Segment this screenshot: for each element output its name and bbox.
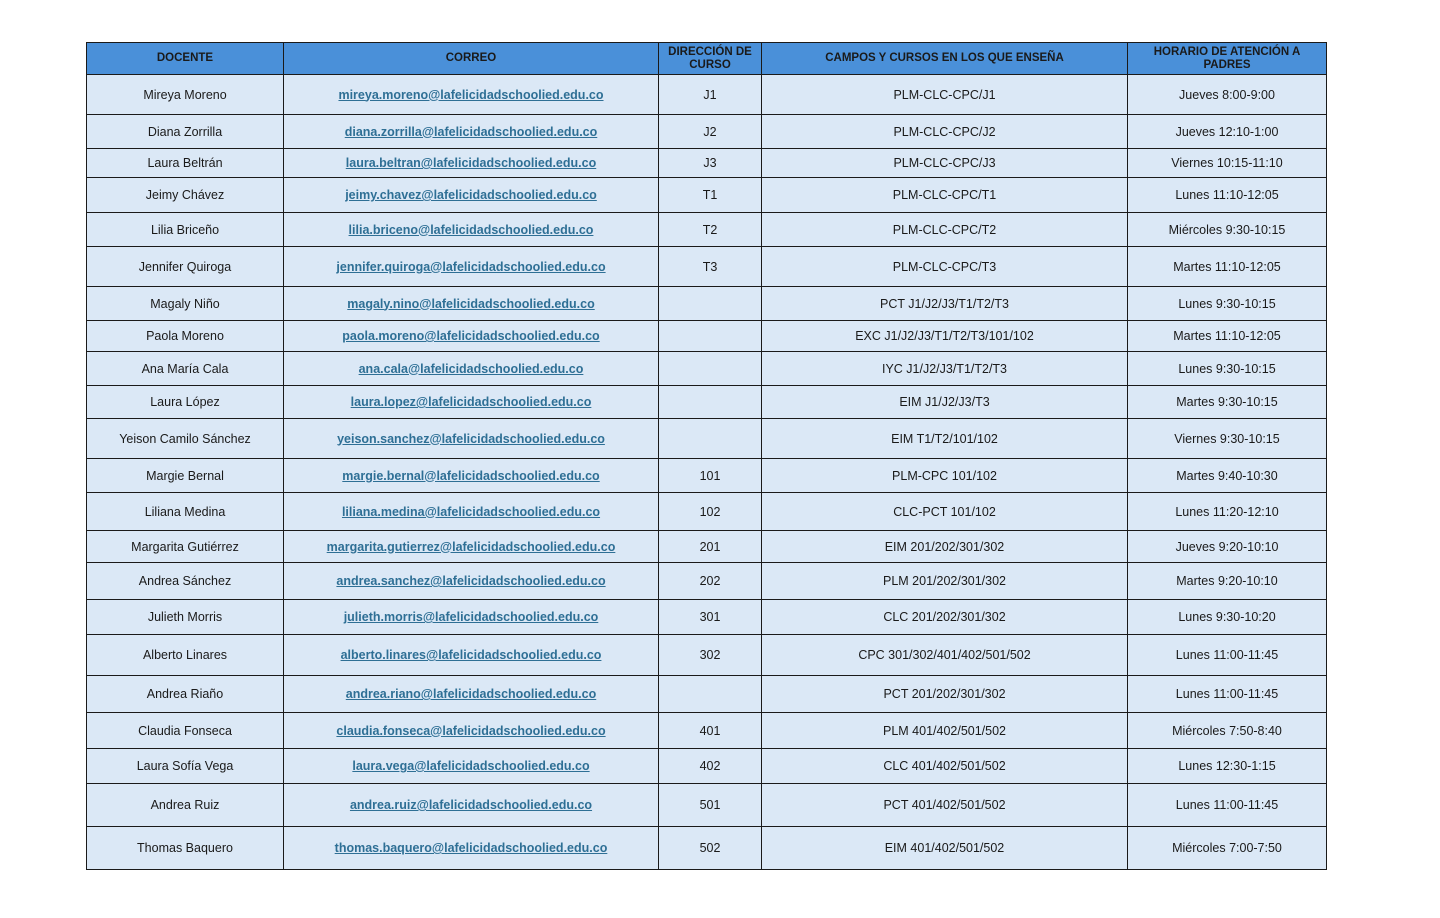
table-row [87,213,1327,247]
cell-campos-cursos: CLC 401/402/501/502 [762,749,1128,784]
table-row [87,75,1327,115]
table-row [87,321,1327,352]
cell-direccion-curso: 501 [659,784,762,827]
cell-direccion-curso: J3 [659,149,762,178]
cell-docente: Andrea Riaño [87,676,284,713]
cell-docente: Andrea Ruiz [87,784,284,827]
table-row [87,352,1327,386]
cell-campos-cursos: EXC J1/J2/J3/T1/T2/T3/101/102 [762,321,1128,352]
cell-docente: Margarita Gutiérrez [87,531,284,563]
cell-docente: Margie Bernal [87,459,284,493]
cell-docente: Jeimy Chávez [87,178,284,213]
cell-docente: Claudia Fonseca [87,713,284,749]
cell-horario: Viernes 10:15-11:10 [1128,149,1327,178]
cell-docente: Jennifer Quiroga [87,247,284,287]
email-link[interactable]: andrea.riano@lafelicidadschoolied.edu.co [345,687,597,701]
table-row [87,386,1327,419]
cell-horario: Lunes 11:00-11:45 [1128,635,1327,676]
cell-horario: Jueves 12:10-1:00 [1128,115,1327,149]
header-horario-atencion: HORARIO DE ATENCIÓN A PADRES [1128,43,1327,75]
cell-direccion-curso: T1 [659,178,762,213]
cell-direccion-curso [659,419,762,459]
cell-correo [284,287,659,321]
email-link[interactable]: alberto.linares@lafelicidadschoolied.edu.co [340,648,602,662]
cell-campos-cursos: PLM-CLC-CPC/T3 [762,247,1128,287]
cell-horario: Lunes 11:00-11:45 [1128,784,1327,827]
cell-direccion-curso: 102 [659,493,762,531]
cell-horario: Miércoles 7:00-7:50 [1128,827,1327,870]
email-link[interactable]: yeison.sanchez@lafelicidadschoolied.edu.co [337,431,605,446]
cell-docente: Thomas Baquero [87,827,284,870]
email-link[interactable]: paola.moreno@lafelicidadschoolied.edu.co [342,329,600,343]
cell-campos-cursos: PLM-CPC 101/102 [762,459,1128,493]
table-row [87,115,1327,149]
cell-correo [284,784,659,827]
header-direccion-curso: DIRECCIÓN DE CURSO [659,43,762,75]
cell-direccion-curso [659,676,762,713]
table-row [87,419,1327,459]
cell-horario: Lunes 11:00-11:45 [1128,676,1327,713]
email-link[interactable]: jennifer.quiroga@lafelicidadschoolied.edu.co [336,259,606,274]
table-row [87,635,1327,676]
cell-direccion-curso: T3 [659,247,762,287]
cell-horario: Martes 9:40-10:30 [1128,459,1327,493]
cell-direccion-curso: J2 [659,115,762,149]
cell-docente: Laura Beltrán [87,149,284,178]
cell-docente: Paola Moreno [87,321,284,352]
cell-docente: Alberto Linares [87,635,284,676]
cell-campos-cursos: PLM-CLC-CPC/J1 [762,75,1128,115]
cell-correo [284,676,659,713]
email-link[interactable]: andrea.sanchez@lafelicidadschoolied.edu.co [336,574,606,588]
table-row [87,178,1327,213]
cell-campos-cursos: PCT J1/J2/J3/T1/T2/T3 [762,287,1128,321]
table-row [87,531,1327,563]
email-link[interactable]: jeimy.chavez@lafelicidadschoolied.edu.co [345,188,597,202]
cell-docente: Ana María Cala [87,352,284,386]
cell-direccion-curso: 201 [659,531,762,563]
cell-docente: Laura López [87,386,284,419]
cell-campos-cursos: EIM 401/402/501/502 [762,827,1128,870]
cell-campos-cursos: CPC 301/302/401/402/501/502 [762,635,1128,676]
table-row [87,459,1327,493]
cell-campos-cursos: CLC 201/202/301/302 [762,600,1128,635]
email-link[interactable]: magaly.nino@lafelicidadschoolied.edu.co [347,296,595,311]
header-campos-cursos: CAMPOS Y CURSOS EN LOS QUE ENSEÑA [762,43,1128,75]
cell-correo [284,713,659,749]
cell-docente: Julieth Morris [87,600,284,635]
cell-correo [284,149,659,178]
email-link[interactable]: diana.zorrilla@lafelicidadschoolied.edu.co [344,124,598,139]
cell-correo [284,531,659,563]
cell-docente: Yeison Camilo Sánchez [87,419,284,459]
email-link[interactable]: margarita.gutierrez@lafelicidadschoolied.edu.co [326,539,616,554]
cell-campos-cursos: PCT 201/202/301/302 [762,676,1128,713]
cell-direccion-curso [659,321,762,352]
cell-correo [284,247,659,287]
cell-campos-cursos: PLM-CLC-CPC/J3 [762,149,1128,178]
cell-correo [284,178,659,213]
cell-correo [284,419,659,459]
cell-campos-cursos: EIM 201/202/301/302 [762,531,1128,563]
cell-docente: Mireya Moreno [87,75,284,115]
cell-horario: Martes 9:30-10:15 [1128,386,1327,419]
table-row [87,600,1327,635]
email-link[interactable]: laura.vega@lafelicidadschoolied.edu.co [352,759,590,773]
cell-horario: Martes 9:20-10:10 [1128,563,1327,600]
cell-direccion-curso: 302 [659,635,762,676]
cell-direccion-curso [659,287,762,321]
email-link[interactable]: thomas.baquero@lafelicidadschoolied.edu.co [334,841,608,855]
email-link[interactable]: claudia.fonseca@lafelicidadschoolied.edu.co [336,723,606,738]
email-link[interactable]: lilia.briceno@lafelicidadschoolied.edu.co [348,222,594,237]
cell-correo [284,213,659,247]
cell-campos-cursos: EIM T1/T2/101/102 [762,419,1128,459]
email-link[interactable]: andrea.ruiz@lafelicidadschoolied.edu.co [349,798,593,812]
cell-horario: Lunes 12:30-1:15 [1128,749,1327,784]
cell-horario: Lunes 11:10-12:05 [1128,178,1327,213]
cell-campos-cursos: CLC-PCT 101/102 [762,493,1128,531]
cell-horario: Lunes 9:30-10:15 [1128,352,1327,386]
email-link[interactable]: margie.bernal@lafelicidadschoolied.edu.co [342,468,600,483]
cell-direccion-curso: 401 [659,713,762,749]
cell-correo [284,321,659,352]
cell-direccion-curso: 402 [659,749,762,784]
cell-correo [284,75,659,115]
table-row [87,749,1327,784]
cell-direccion-curso: 301 [659,600,762,635]
cell-direccion-curso [659,352,762,386]
cell-campos-cursos: PLM 201/202/301/302 [762,563,1128,600]
table-row [87,563,1327,600]
cell-horario: Miércoles 9:30-10:15 [1128,213,1327,247]
cell-horario: Lunes 9:30-10:15 [1128,287,1327,321]
table-row [87,247,1327,287]
cell-direccion-curso: 502 [659,827,762,870]
teachers-table [86,42,1327,870]
cell-campos-cursos: PLM-CLC-CPC/T2 [762,213,1128,247]
table-row [87,827,1327,870]
cell-horario: Martes 11:10-12:05 [1128,247,1327,287]
email-link[interactable]: ana.cala@lafelicidadschoolied.edu.co [358,361,584,376]
cell-correo [284,635,659,676]
cell-campos-cursos: PLM-CLC-CPC/T1 [762,178,1128,213]
cell-correo [284,563,659,600]
cell-horario: Miércoles 7:50-8:40 [1128,713,1327,749]
cell-horario: Jueves 8:00-9:00 [1128,75,1327,115]
cell-docente: Laura Sofía Vega [87,749,284,784]
table-body [87,75,1327,870]
table-row [87,493,1327,531]
cell-direccion-curso: 202 [659,563,762,600]
table-row [87,713,1327,749]
cell-direccion-curso: T2 [659,213,762,247]
email-link[interactable]: laura.beltran@lafelicidadschoolied.edu.co [345,156,597,170]
cell-direccion-curso [659,386,762,419]
cell-campos-cursos: PLM 401/402/501/502 [762,713,1128,749]
cell-campos-cursos: PLM-CLC-CPC/J2 [762,115,1128,149]
cell-horario: Lunes 11:20-12:10 [1128,493,1327,531]
cell-correo [284,600,659,635]
header-docente: DOCENTE [87,43,284,75]
email-link[interactable]: laura.lopez@lafelicidadschoolied.edu.co [350,395,592,409]
email-link[interactable]: liliana.medina@lafelicidadschoolied.edu.co [341,504,601,519]
cell-correo [284,827,659,870]
table-row [87,676,1327,713]
cell-campos-cursos: IYC J1/J2/J3/T1/T2/T3 [762,352,1128,386]
email-link[interactable]: mireya.moreno@lafelicidadschoolied.edu.co [338,87,604,102]
email-link[interactable]: julieth.morris@lafelicidadschoolied.edu.co [343,610,599,624]
cell-horario: Viernes 9:30-10:15 [1128,419,1327,459]
cell-campos-cursos: EIM J1/J2/J3/T3 [762,386,1128,419]
cell-horario: Jueves 9:20-10:10 [1128,531,1327,563]
cell-direccion-curso: 101 [659,459,762,493]
cell-horario: Lunes 9:30-10:20 [1128,600,1327,635]
table-header-row [87,43,1327,75]
table-row [87,784,1327,827]
cell-horario: Martes 11:10-12:05 [1128,321,1327,352]
cell-correo [284,386,659,419]
cell-correo [284,749,659,784]
cell-direccion-curso: J1 [659,75,762,115]
table-row [87,287,1327,321]
table-row [87,149,1327,178]
cell-docente: Liliana Medina [87,493,284,531]
cell-correo [284,352,659,386]
cell-correo [284,115,659,149]
cell-correo [284,493,659,531]
cell-correo [284,459,659,493]
cell-docente: Magaly Niño [87,287,284,321]
cell-docente: Andrea Sánchez [87,563,284,600]
header-correo: CORREO [284,43,659,75]
cell-campos-cursos: PCT 401/402/501/502 [762,784,1128,827]
cell-docente: Diana Zorrilla [87,115,284,149]
cell-docente: Lilia Briceño [87,213,284,247]
